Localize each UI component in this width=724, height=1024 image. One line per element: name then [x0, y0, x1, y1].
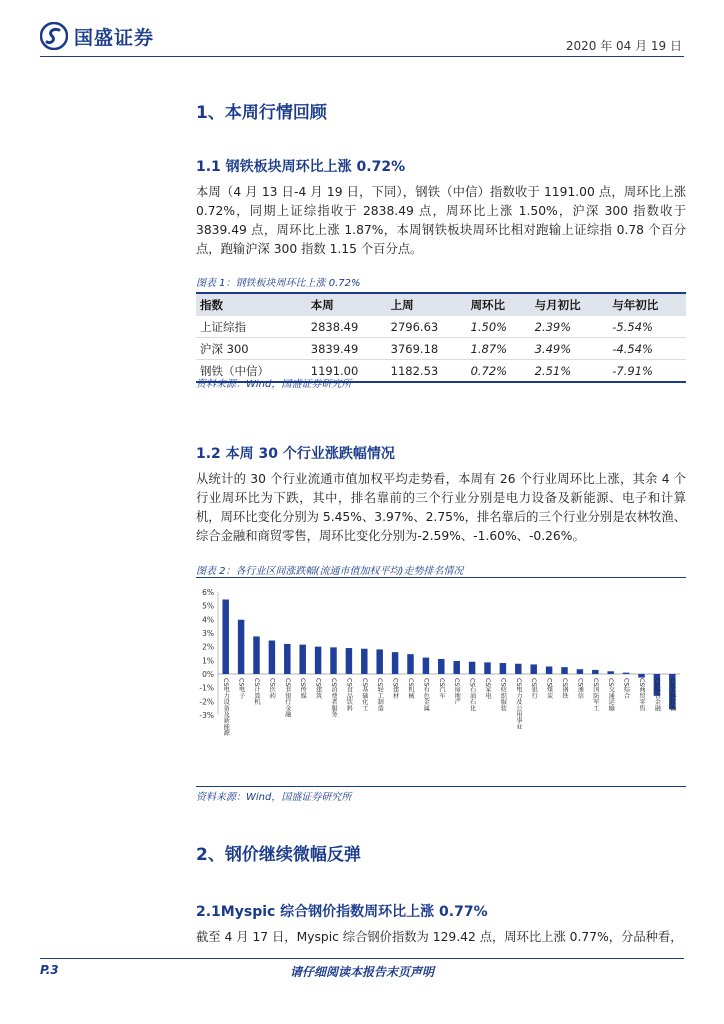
y-tick-label: -1% — [199, 683, 214, 693]
bar-10 — [361, 649, 367, 674]
y-tick-label: 5% — [202, 601, 214, 611]
y-tick-label: 2% — [202, 642, 214, 652]
table-cell: 3839.49 — [307, 338, 387, 360]
bar-22 — [546, 666, 552, 674]
bar-14 — [423, 658, 429, 674]
table-cell: 2.39% — [531, 316, 609, 338]
section-2-1-paragraph: 截至 4 月 17 日，Myspic 综合钢价指数为 129.42 点，周环比上涨 0.77%，分品种看， — [196, 930, 683, 944]
section-1-title: 1、本周行情回顾 — [196, 103, 327, 123]
table-cell: 上证综指 — [196, 316, 307, 338]
bar-26 — [607, 671, 613, 674]
category-label: CS基础化工 — [360, 678, 368, 712]
y-tick-label: 3% — [202, 629, 214, 638]
table-header-cell: 与月初比 — [531, 293, 609, 316]
section-1-1-paragraph: 本周（4 月 13 日-4 月 19 日，下同），钢铁（中信）指数收于 1191.00 点，周环比上涨 0.72%，同期上证综指收于 2838.49 点，周环比上涨 1.50%，沪深 300 指数收于 3839.49 点，周环比上涨 1.87%，本周钢铁板块周环比相对跑输上证综指 0.78 个百分点，跑输沪深 300 指数 1.15 个百分点。 — [196, 185, 686, 256]
category-label: CS计算机 — [253, 678, 260, 705]
table-cell: 3769.18 — [387, 338, 467, 360]
category-label: CS电力及公用事业 — [514, 678, 522, 730]
category-label: CS建筑 — [314, 678, 322, 699]
bar-24 — [577, 669, 583, 674]
table-cell: 1.87% — [467, 338, 531, 360]
bar-13 — [407, 654, 413, 674]
bar-8 — [330, 647, 336, 674]
table-header-cell: 与年初比 — [608, 293, 686, 316]
category-label: CS交通运输 — [607, 678, 615, 712]
category-label: CS建材 — [391, 678, 399, 699]
section-1-2-title: 1.2 本周 30 个行业涨跌幅情况 — [196, 446, 395, 462]
bar-11 — [376, 649, 382, 674]
bar-9 — [346, 648, 352, 674]
chart-top-rule — [196, 577, 686, 578]
table-cell: 2838.49 — [307, 316, 387, 338]
table-cell: 1182.53 — [387, 360, 467, 383]
industry-bar-chart — [196, 586, 686, 786]
company-name: 国盛证券 — [74, 26, 155, 49]
bar-7 — [315, 647, 321, 674]
category-label: CS食品饮料 — [345, 678, 353, 712]
bar-19 — [500, 663, 506, 674]
y-tick-label: 6% — [202, 588, 214, 597]
table-cell: -5.54% — [608, 316, 686, 338]
section-1-2-paragraph: 从统计的 30 个行业流通市值加权平均走势看，本周有 26 个行业周环比上涨，其余 4 个行业周环比为下跌，其中，排名靠前的三个行业分别是电力设备及新能源、电子和计算机，周环比变化分别为 5.45%、3.97%、2.75%，排名靠后的三个行业分别是农林牧渔、综合金融和商贸零售，周环比变化分别为-2.59%、-1.60%、-0.26%。 — [196, 472, 687, 543]
page-header — [0, 0, 724, 60]
category-label: CS房地产 — [453, 678, 461, 705]
table-cell: -4.54% — [608, 338, 686, 360]
table-row — [196, 338, 686, 360]
table-cell: 沪深 300 — [196, 338, 307, 360]
bar-25 — [592, 670, 598, 674]
y-tick-label: 4% — [202, 615, 214, 625]
bar-16 — [453, 661, 459, 674]
category-label: CS医药 — [268, 678, 276, 699]
bar-23 — [561, 667, 567, 674]
footer-divider — [40, 958, 684, 959]
table-header-cell: 本周 — [307, 293, 387, 316]
category-label: CS汽车 — [437, 678, 445, 699]
y-tick-label: 1% — [202, 656, 214, 666]
table-source-note: 资料来源：Wind，国盛证券研究所 — [196, 379, 352, 390]
header-divider — [40, 56, 684, 57]
category-label: CS非银行金融 — [283, 678, 291, 718]
category-label: CS机械 — [407, 678, 414, 699]
category-label: CS纺织服装 — [499, 678, 507, 712]
chart-bottom-rule — [196, 786, 686, 787]
table-cell: 1191.00 — [307, 360, 387, 383]
category-label: CS通信 — [576, 678, 584, 699]
bar-27 — [623, 673, 629, 674]
section-1-1-title: 1.1 钢铁板块周环比上涨 0.72% — [196, 159, 406, 175]
index-table — [196, 292, 686, 383]
table-header-row — [196, 293, 686, 316]
logo-icon — [40, 22, 68, 50]
bar-1 — [222, 600, 228, 674]
category-label: CS有色金属 — [422, 678, 430, 712]
section-2-1-title: 2.1Myspic 综合钢价指数周环比上涨 0.77% — [196, 904, 488, 920]
bar-5 — [284, 644, 290, 674]
category-label: CS电力设备及新能源 — [222, 678, 230, 736]
y-tick-label: -2% — [199, 697, 214, 707]
table-row — [196, 316, 686, 338]
category-label: CS商贸零售 — [638, 678, 645, 712]
category-label: CS家电 — [484, 678, 491, 699]
figure-2-caption: 图表 2：各行业区间涨跌幅(流通市值加权平均)走势排名情况 — [196, 566, 464, 577]
table-cell: 1.50% — [467, 316, 531, 338]
table-header-cell: 指数 — [196, 293, 307, 316]
table-header-cell: 上周 — [387, 293, 467, 316]
category-label: CS煤炭 — [545, 678, 553, 699]
page-number: P.3 — [40, 963, 59, 977]
category-label: CS国防军工 — [591, 678, 599, 712]
table-cell: 0.72% — [467, 360, 531, 383]
category-label: CS消费者服务 — [330, 678, 337, 718]
industry-change-chart — [196, 586, 686, 786]
bar-3 — [253, 636, 259, 674]
category-label: CS银行 — [530, 678, 538, 699]
company-logo — [40, 22, 154, 50]
bar-6 — [299, 645, 305, 674]
section-2-title: 2、钢价继续微幅反弹 — [196, 845, 361, 865]
bar-15 — [438, 659, 444, 674]
table-cell: -7.91% — [608, 360, 686, 383]
chart-source-note: 资料来源：Wind，国盛证券研究所 — [196, 792, 352, 803]
bar-18 — [484, 662, 490, 674]
y-tick-label: 0% — [202, 670, 214, 679]
category-label: CS综合金融 — [653, 678, 661, 712]
table-header-cell: 周环比 — [467, 293, 531, 316]
bar-4 — [269, 641, 275, 674]
category-label: CS综合 — [622, 678, 630, 699]
table-cell: 2.51% — [531, 360, 609, 383]
bar-2 — [238, 620, 244, 674]
table-cell: 2796.63 — [387, 316, 467, 338]
category-label: CS石油石化 — [468, 678, 476, 712]
category-label: CS电子 — [237, 678, 245, 699]
bar-20 — [515, 664, 521, 674]
bar-21 — [530, 664, 536, 674]
table-cell: 钢铁（中信） — [196, 360, 307, 383]
category-label: CS传媒 — [299, 678, 307, 699]
report-date: 2020 年 04 月 19 日 — [565, 39, 682, 53]
figure-1-caption: 图表 1：钢铁板块周环比上涨 0.72% — [196, 278, 361, 289]
disclaimer-note: 请仔细阅读本报告末页声明 — [289, 965, 434, 979]
category-label: CS轻工制造 — [376, 678, 384, 712]
bar-12 — [392, 652, 398, 674]
bar-17 — [469, 662, 475, 674]
y-tick-label: -3% — [199, 711, 214, 720]
category-label: CS农林牧渔 — [668, 678, 676, 712]
category-label: CS钢铁 — [561, 678, 568, 699]
table-cell: 3.49% — [531, 338, 609, 360]
